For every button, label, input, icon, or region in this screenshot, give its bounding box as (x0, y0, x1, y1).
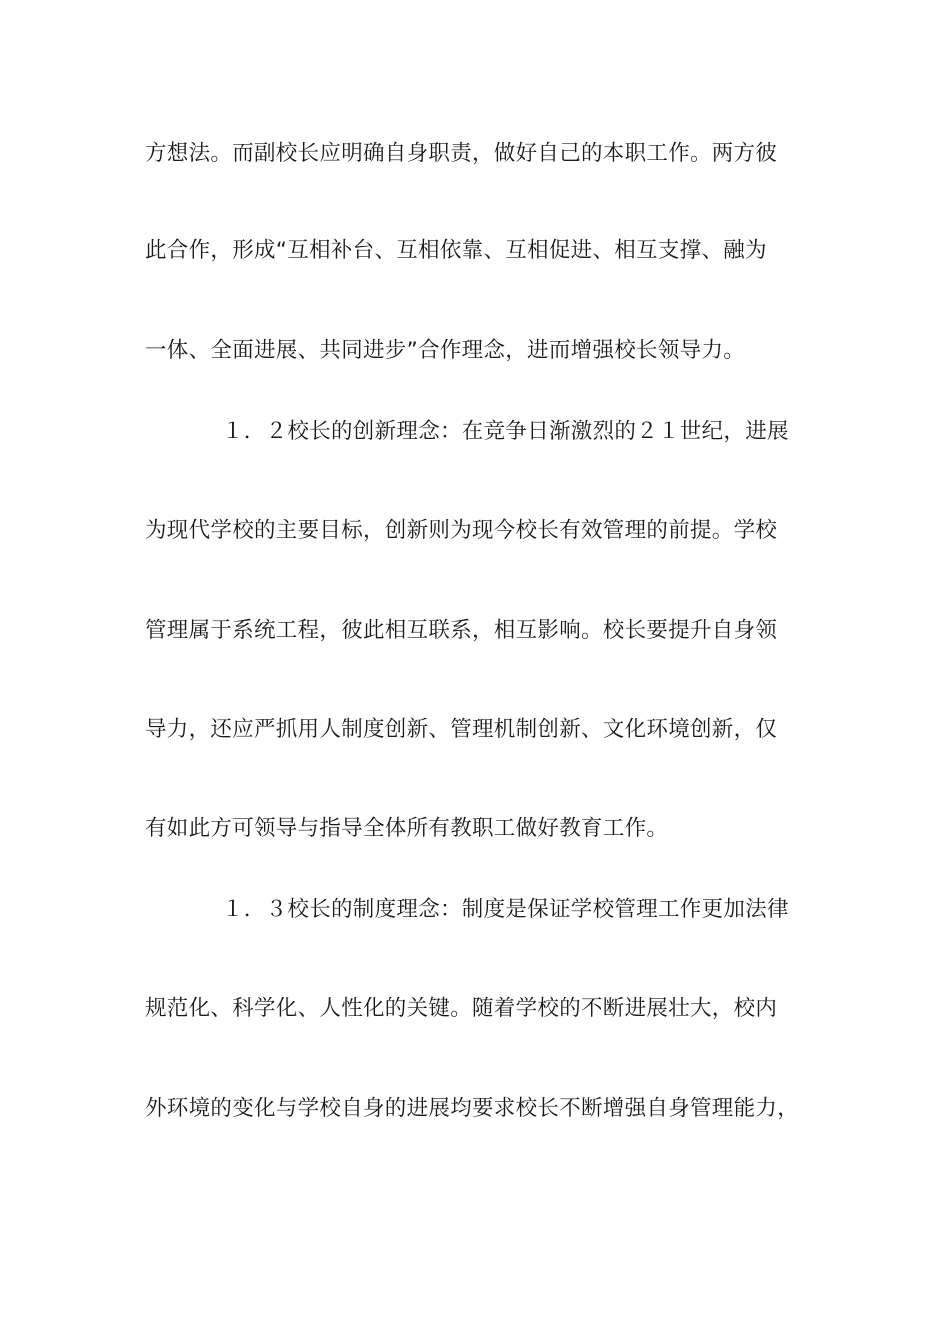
text-line: 有如此方可领导与指导全体所有教职工做好教育工作。 (145, 816, 669, 841)
text-line: 导力，还应严抓用人制度创新、管理机制创新、文化环境创新，仅 (145, 717, 778, 742)
text-line: 规范化、科学化、人性化的关键。随着学校的不断进展壮大，校内 (145, 996, 778, 1021)
text-line: 方想法。而副校长应明确自身职责，做好自己的本职工作。两方彼 (145, 141, 778, 166)
text-line: 为现代学校的主要目标，创新则为现今校长有效管理的前提。学校 (145, 518, 778, 543)
text-line: 外环境的变化与学校自身的进展均要求校长不断增强自身管理能力， (145, 1096, 800, 1121)
paragraph-start-line: １．３校长的制度理念：制度是保证学校管理工作更加法律 (222, 897, 789, 922)
text-line: 管理属于系统工程，彼此相互联系，相互影响。校长要提升自身领 (145, 618, 778, 643)
text-line: 一体、全面进展、共同进步”合作理念，进而增强校长领导力。 (145, 338, 746, 363)
text-line: 此合作，形成“互相补台、互相依靠、互相促进、相互支撑、融为 (145, 238, 767, 263)
paragraph-start-line: １．２校长的创新理念：在竞争日渐激烈的２１世纪，进展 (222, 419, 789, 444)
